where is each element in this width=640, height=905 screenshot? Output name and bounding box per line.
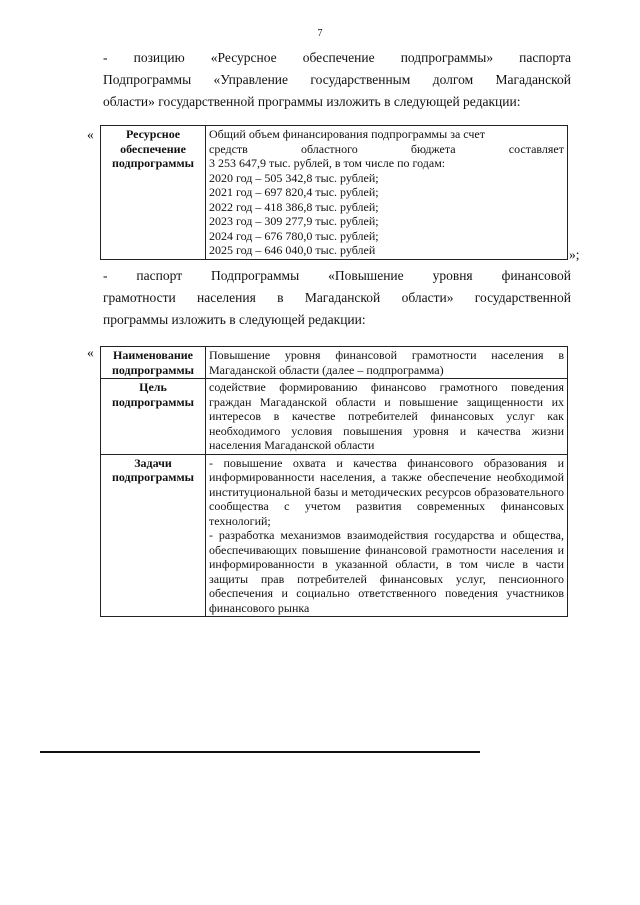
table-head-cell: Ресурсное обеспечение подпрограммы [101, 126, 206, 260]
table-row [101, 454, 568, 617]
subprogram-passport-table [100, 346, 568, 617]
table-body-cell: Повышение уровня финансовой грамотности населения в Магаданской области (далее – подпрограмма) [206, 347, 568, 379]
text-line: - паспорт Подпрограммы «Повышение уровня финансовой [103, 268, 571, 283]
cell-line: 2025 год – 646 040,0 тыс. рублей [209, 243, 376, 257]
table-head-cell: Задачи подпрограммы [101, 454, 206, 617]
table1-close-quote: »; [569, 247, 580, 262]
footer-rule [40, 751, 480, 753]
text-line: программы изложить в следующей редакции: [103, 312, 366, 327]
text-line: области» государственной программы изложить в следующей редакции: [103, 94, 521, 109]
page-number: 7 [317, 28, 323, 39]
text-line: Подпрограммы «Управление государственным долгом Магаданской [103, 72, 571, 87]
text-line: грамотности населения в Магаданской области» государственной [103, 290, 571, 305]
table-row [101, 347, 568, 379]
table2-open-quote: « [87, 345, 94, 360]
table-body-cell: содействие формированию финансово грамотного поведения граждан Магаданской области и повышение защищенности их интересов в качестве потребителей финансовых услуг как необходимого условия повышения уровня и качества жизни населения Магаданской области [206, 379, 568, 455]
paragraph-resource-provision-intro [103, 47, 571, 113]
list-item: - повышение охвата и качества финансового образования и информированности населения, а также обеспечение необходимой институциональной базы и методических ресурсов образовательного сообщества с учетом развития современных финансовых технологий; [209, 455, 564, 528]
cell-line: 2021 год – 697 820,4 тыс. рублей; [209, 185, 379, 199]
table-body-cell [206, 126, 568, 260]
list-item: - разработка механизмов взаимодействия государства и общества, обеспечивающих повышение финансовой грамотности населения и информированности в указанной области, в том числе в части защиты прав потребителей финансовых услуг, пенсионного обеспечения и социально ответственного поведения участников финансового рынка [209, 528, 564, 615]
table-head-cell: Цель подпрограммы [101, 379, 206, 455]
cell-line: 2023 год – 309 277,9 тыс. рублей; [209, 214, 379, 228]
paragraph-passport-intro [103, 265, 571, 331]
cell-line: 3 253 647,9 тыс. рублей, в том числе по годам: [209, 156, 446, 170]
table-row [101, 126, 568, 260]
text-line: - позицию «Ресурсное обеспечение подпрограммы» паспорта [103, 50, 571, 65]
table-body-cell [206, 454, 568, 617]
cell-line: 2024 год – 676 780,0 тыс. рублей; [209, 228, 379, 243]
cell-line: 2022 год – 418 386,8 тыс. рублей; [209, 199, 379, 214]
resource-provision-table [100, 125, 568, 260]
cell-line: средств областного бюджета составляет [209, 141, 564, 156]
cell-line: 2020 год – 505 342,8 тыс. рублей; [209, 170, 379, 185]
table-head-cell: Наименование подпрограммы [101, 347, 206, 379]
table-row [101, 379, 568, 455]
cell-line: Общий объем финансирования подпрограммы за счет [209, 127, 485, 141]
table1-open-quote: « [87, 127, 94, 142]
